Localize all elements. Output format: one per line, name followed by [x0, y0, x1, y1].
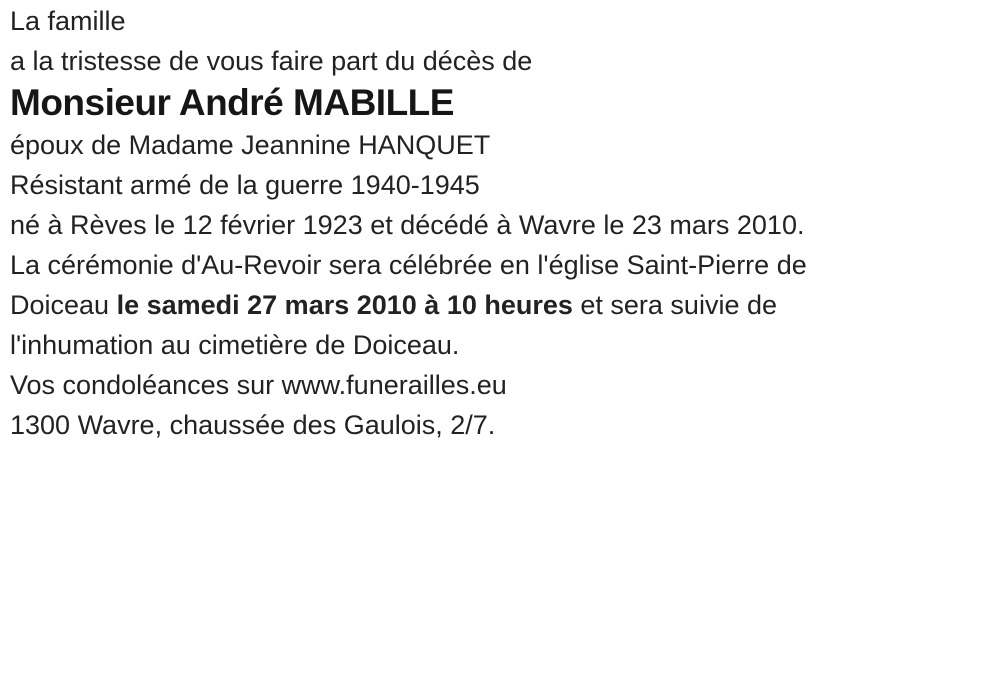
- family-intro-text: La famille: [10, 6, 126, 36]
- resistance-line: Résistant armé de la guerre 1940-1945: [10, 170, 480, 200]
- ceremony-paragraph: [10, 245, 980, 365]
- relation-paragraph: [10, 125, 980, 205]
- announcement-lead-text: a la tristesse de vous faire part du décès de: [10, 46, 533, 76]
- spouse-line: époux de Madame Jeannine HANQUET: [10, 130, 491, 160]
- ceremony-datetime-bold: le samedi 27 mars 2010 à 10 heures: [116, 290, 573, 320]
- ceremony-line2-suffix: et sera suivie de: [572, 290, 777, 320]
- birth-death-dates-text: né à Rèves le 12 février 1923 et décédé à Wavre le 23 mars 2010.: [10, 210, 805, 240]
- deceased-name-title: Monsieur André MABILLE: [10, 82, 454, 123]
- ceremony-line2-prefix: Doiceau: [10, 290, 117, 320]
- ceremony-line1: La cérémonie d'Au-Revoir sera célébrée en l'église Saint-Pierre de: [10, 250, 807, 280]
- address-text: 1300 Wavre, chaussée des Gaulois, 2/7.: [10, 410, 496, 440]
- condolences-website-text: Vos condoléances sur www.funerailles.eu: [10, 370, 507, 400]
- ceremony-line3: l'inhumation au cimetière de Doiceau.: [10, 330, 460, 360]
